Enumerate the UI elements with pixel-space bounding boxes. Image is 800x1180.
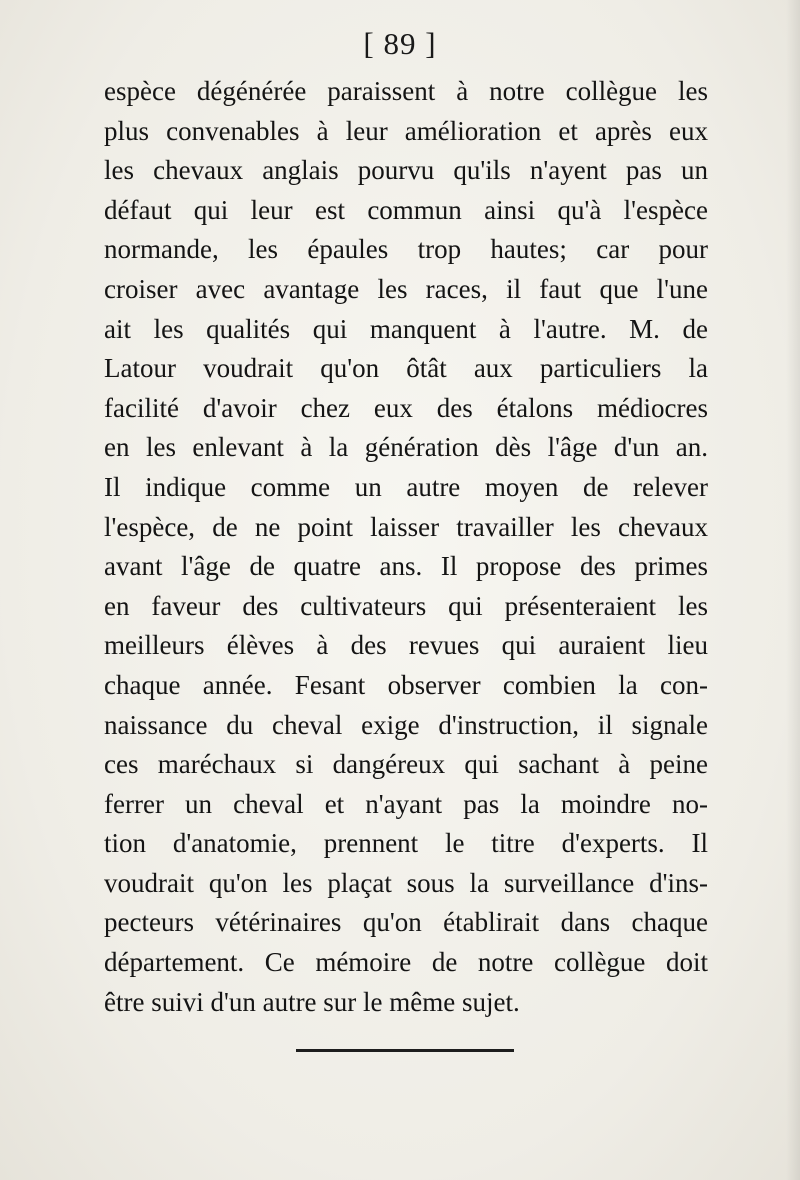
page-number: [ 89 ] — [363, 26, 437, 61]
end-rule — [296, 1049, 514, 1052]
text-line: être suivi d'un autre sur le même sujet. — [104, 986, 520, 1017]
text-line: chaque année. Fesant observer combien la con- — [104, 669, 708, 700]
text-line: avant l'âge de quatre ans. Il propose des primes — [104, 551, 708, 582]
text-line: voudrait qu'on les plaçat sous la surveillance d'ins- — [104, 867, 708, 898]
text-line: ait les qualités qui manquent à l'autre. M. de — [104, 313, 708, 344]
text-line: ferrer un cheval et n'ayant pas la moindre no- — [104, 788, 708, 819]
text-line: en faveur des cultivateurs qui présenteraient les — [104, 590, 708, 621]
text-line: plus convenables à leur amélioration et après eux — [104, 115, 708, 146]
text-line: pecteurs vétérinaires qu'on établirait dans chaque — [104, 907, 708, 938]
text-line: en les enlevant à la génération dès l'âge d'un an. — [104, 432, 708, 463]
body-text — [104, 72, 708, 1022]
text-line: facilité d'avoir chez eux des étalons médiocres — [104, 392, 708, 423]
text-line: ces maréchaux si dangéreux qui sachant à peine — [104, 749, 708, 780]
text-line: espèce dégénérée paraissent à notre collègue les — [104, 76, 708, 106]
text-line: normande, les épaules trop hautes; car pour — [104, 234, 708, 265]
text-line: naissance du cheval exige d'instruction, il signale — [104, 709, 708, 740]
text-line: les chevaux anglais pourvu qu'ils n'ayent pas un — [104, 155, 708, 186]
text-line: Il indique comme un autre moyen de relever — [104, 471, 708, 502]
page-edge-shadow — [786, 0, 800, 1180]
text-line: l'espèce, de ne point laisser travailler les chevaux — [104, 511, 708, 542]
text-line: défaut qui leur est commun ainsi qu'à l'espèce — [104, 194, 708, 225]
text-line: Latour voudrait qu'on ôtât aux particuliers la — [104, 353, 708, 384]
text-line: tion d'anatomie, prennent le titre d'experts. Il — [104, 828, 708, 859]
text-line: département. Ce mémoire de notre collègue doit — [104, 947, 708, 978]
text-line: meilleurs élèves à des revues qui auraient lieu — [104, 630, 708, 661]
text-line: croiser avec avantage les races, il faut que l'une — [104, 273, 708, 304]
